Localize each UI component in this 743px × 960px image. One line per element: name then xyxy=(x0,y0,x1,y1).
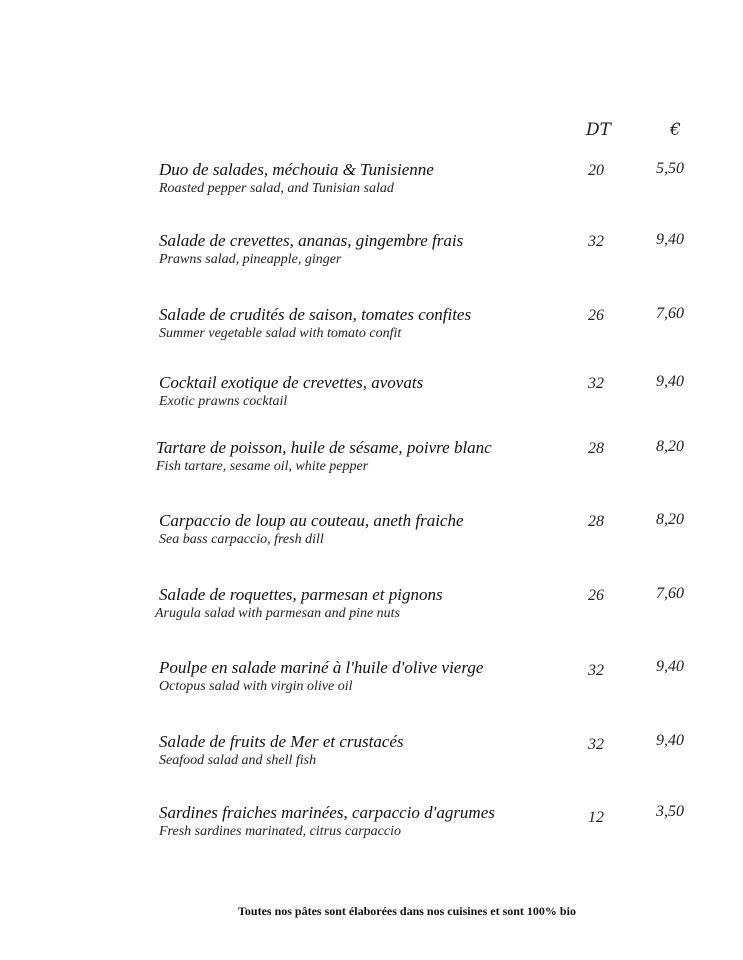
dish-name-en: Seafood salad and shell fish xyxy=(159,753,317,768)
dish-name-en: Fish tartare, sesame oil, white pepper xyxy=(156,459,369,474)
price-eur: 7,60 xyxy=(656,305,684,322)
menu-item xyxy=(0,438,743,482)
price-eur: 7,60 xyxy=(656,585,684,602)
dish-name-en: Prawns salad, pineapple, ginger xyxy=(159,252,342,267)
dish-name-fr: Carpaccio de loup au couteau, aneth fraiche xyxy=(159,511,464,530)
dish-name-en: Arugula salad with parmesan and pine nuts xyxy=(155,606,401,621)
dish-name-fr: Salade de fruits de Mer et crustacés xyxy=(159,732,404,751)
dish-name-fr: Tartare de poisson, huile de sésame, poivre blanc xyxy=(156,438,492,457)
price-eur: 8,20 xyxy=(656,438,684,455)
menu-item xyxy=(0,803,743,847)
price-dt: 12 xyxy=(588,809,604,826)
menu-item xyxy=(0,585,743,629)
dish-name-en: Exotic prawns cocktail xyxy=(159,394,288,409)
menu-item xyxy=(0,160,743,204)
dish-name-en: Summer vegetable salad with tomato confit xyxy=(159,326,402,341)
price-dt: 32 xyxy=(588,233,604,250)
dish-name-en: Octopus salad with virgin olive oil xyxy=(159,679,353,694)
dish-name-fr: Sardines fraiches marinées, carpaccio d'agrumes xyxy=(159,803,495,822)
dish-name-fr: Cocktail exotique de crevettes, avovats xyxy=(159,373,424,392)
price-dt: 26 xyxy=(588,307,604,324)
dish-name-en: Fresh sardines marinated, citrus carpaccio xyxy=(159,824,401,839)
price-eur: 9,40 xyxy=(656,658,684,675)
dish-name-fr: Duo de salades, méchouia & Tunisienne xyxy=(159,160,434,179)
footer-note: Toutes nos pâtes sont élaborées dans nos cuisines et sont 100% bio xyxy=(238,904,576,918)
dish-name-fr: Poulpe en salade mariné à l'huile d'olive vierge xyxy=(159,658,484,677)
price-eur: 9,40 xyxy=(656,373,684,390)
dish-name-fr: Salade de roquettes, parmesan et pignons xyxy=(159,585,443,604)
menu-item xyxy=(0,732,743,776)
menu-item xyxy=(0,511,743,555)
menu-item xyxy=(0,231,743,275)
menu-item xyxy=(0,373,743,417)
dish-name-en: Roasted pepper salad, and Tunisian salad xyxy=(159,181,394,196)
price-dt: 28 xyxy=(588,440,604,457)
dish-name-en: Sea bass carpaccio, fresh dill xyxy=(159,532,324,547)
price-eur: 8,20 xyxy=(656,511,684,528)
price-dt: 20 xyxy=(588,162,604,179)
price-dt: 32 xyxy=(588,736,604,753)
dish-name-fr: Salade de crudités de saison, tomates confites xyxy=(159,305,472,324)
column-header-eur: € xyxy=(670,120,681,140)
price-dt: 32 xyxy=(588,662,604,679)
price-eur: 5,50 xyxy=(656,160,684,177)
price-eur: 9,40 xyxy=(656,732,684,749)
price-eur: 3,50 xyxy=(656,803,684,820)
menu-item xyxy=(0,305,743,349)
price-dt: 32 xyxy=(588,375,604,392)
menu-item xyxy=(0,658,743,702)
dish-name-fr: Salade de crevettes, ananas, gingembre frais xyxy=(159,231,464,250)
price-eur: 9,40 xyxy=(656,231,684,248)
price-dt: 28 xyxy=(588,513,604,530)
price-dt: 26 xyxy=(588,587,604,604)
column-header-dt: DT xyxy=(586,120,611,140)
